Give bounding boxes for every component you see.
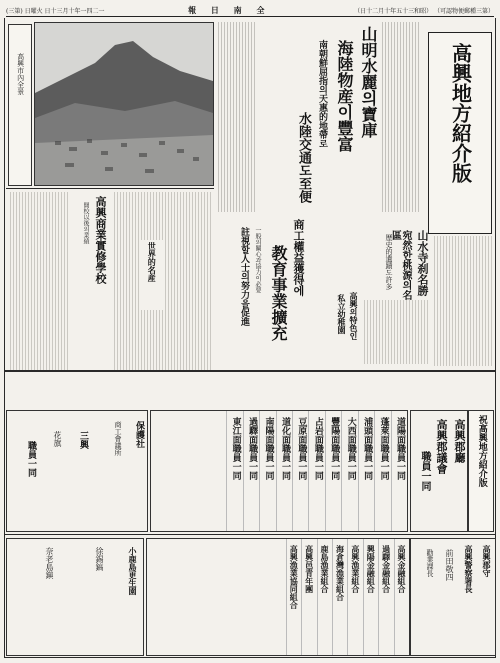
town-photo xyxy=(34,22,214,186)
left-article-title: 高興商業實修學校 xyxy=(94,196,107,284)
gun-ad-2: 高興郡議會 xyxy=(435,419,448,474)
masthead-center: 報 日 南 全 xyxy=(188,4,271,15)
officials-ad xyxy=(410,538,496,656)
village-ads xyxy=(150,410,408,532)
school-headline-block xyxy=(310,290,360,360)
bl-ad-1: 小鹿島更生園 xyxy=(128,547,138,595)
gun-ad-1: 高興郡廳 xyxy=(453,419,466,463)
ad-label-box xyxy=(468,410,494,532)
bank-ad-4: 海倉灣漁業組合 xyxy=(332,539,347,655)
village-ad-10: 東江面職員一同 xyxy=(226,411,242,531)
scenic-line-3: 歷史的遺蹟도許多 xyxy=(385,234,393,290)
divider-1 xyxy=(6,188,214,189)
scenic-line-2: 宛然한桃源의名區 xyxy=(389,230,411,300)
lower-ads-divider xyxy=(4,534,496,535)
bottom-left-ads xyxy=(6,538,144,656)
ad-section-divider xyxy=(4,370,496,372)
feature-title-box xyxy=(428,32,492,234)
bank-ads xyxy=(146,538,410,656)
bank-ad-7: 高興漁業協同組合 xyxy=(286,539,301,655)
bank-ad-0: 高興金融組合 xyxy=(394,539,409,655)
article-column xyxy=(216,22,256,212)
bl-ad-3: 奈老島鎭 xyxy=(45,547,54,579)
village-ad-6: 豆原面職員一同 xyxy=(292,411,308,531)
left-article-body xyxy=(8,192,68,372)
article-column-2 xyxy=(380,22,420,212)
masthead xyxy=(6,4,494,17)
school-line-2: 私立幼稚園 xyxy=(337,294,347,334)
village-ad-2: 浦頭面職員一同 xyxy=(358,411,374,531)
village-ad-5: 占岩面職員一同 xyxy=(308,411,324,531)
product-note: 世界的名産 xyxy=(147,242,158,282)
bank-ad-3: 高興漁業組合 xyxy=(347,539,362,655)
village-list xyxy=(226,411,407,531)
misc-ads xyxy=(6,410,148,532)
gun-ad-3: 職員一同 xyxy=(419,451,430,491)
gun-office-ad xyxy=(410,410,468,532)
bank-ad-5: 鹿島漁業組合 xyxy=(317,539,332,655)
school-article-body xyxy=(362,300,428,364)
headline-main-2: 海陸物産이豐富 xyxy=(335,40,354,152)
official-3: 前田敬四 xyxy=(445,549,454,581)
headline-sub-1: 南朝鮮屈指의天惠的地帶로 xyxy=(317,40,327,148)
village-ad-0: 道陽面職員一同 xyxy=(391,411,407,531)
headline-main-1: 山明水麗의寶庫 xyxy=(359,26,378,138)
scenic-article-body xyxy=(432,236,492,366)
mid-headline-side-2: 註視할人士의努力을促進 xyxy=(239,227,249,326)
mountain-illustration xyxy=(35,23,213,185)
village-ad-1: 蓬萊面職員一同 xyxy=(374,411,390,531)
bl-ad-2: 徐錫鎬 xyxy=(95,547,104,571)
photo-caption-box xyxy=(8,24,32,186)
scenic-line-1: 山水寺刹名勝 xyxy=(416,230,429,296)
village-ad-8: 南陽面職員一同 xyxy=(259,411,275,531)
misc-ad-2: 商工會議所 xyxy=(114,421,122,456)
official-1: 高興郡守 xyxy=(482,545,492,577)
misc-ad-5: 職員一同 xyxy=(26,441,36,477)
village-ad-3: 大西面職員一同 xyxy=(341,411,357,531)
village-ad-4: 豐陽面職員一同 xyxy=(325,411,341,531)
bank-ad-2: 興陽金融組合 xyxy=(363,539,378,655)
mid-headline-2: 教育事業擴充 xyxy=(269,245,288,341)
misc-ad-4: 花旗 xyxy=(53,431,62,447)
misc-ad-1: 保護社 xyxy=(134,421,144,448)
mid-headline-1: 商工權益獲得에 xyxy=(292,219,305,296)
official-2: 高興警察署長 xyxy=(464,545,474,593)
left-article-sub: 開校以後의業績 xyxy=(82,202,89,244)
feature-title: 高興地方紹介版 xyxy=(448,43,473,183)
bank-ad-6: 高興邑青年團 xyxy=(301,539,316,655)
masthead-left: (三第) 日曜火 日十三月十年一四二一 xyxy=(6,7,105,15)
left-article-head xyxy=(70,192,110,312)
main-headline-block xyxy=(258,22,378,222)
headline-sub-2: 水陸交通도至便 xyxy=(296,112,311,203)
bank-ad-1: 過驛金融組合 xyxy=(378,539,393,655)
mid-headline-block xyxy=(216,215,306,365)
photo-caption: 高興市內全景 xyxy=(16,53,25,95)
village-ad-7: 道化面職員一同 xyxy=(276,411,292,531)
product-note-box xyxy=(140,240,164,310)
school-line-1: 高興의特色인 xyxy=(349,292,359,340)
official-4: 勸業課長 xyxy=(426,549,434,577)
ad-label: 祝高興地方紹介版 xyxy=(476,415,487,487)
misc-ad-3: 三興 xyxy=(78,431,88,449)
frame-bottom xyxy=(4,657,496,658)
bank-list xyxy=(286,539,409,655)
mid-headline-side-1: 一般의關心과協力이必要 xyxy=(254,227,261,293)
masthead-right: （日十二月十年五十三和昭） （可認物便郵種三第） xyxy=(354,7,494,15)
frame-left xyxy=(4,18,5,658)
village-ad-9: 過驛面職員一同 xyxy=(243,411,259,531)
